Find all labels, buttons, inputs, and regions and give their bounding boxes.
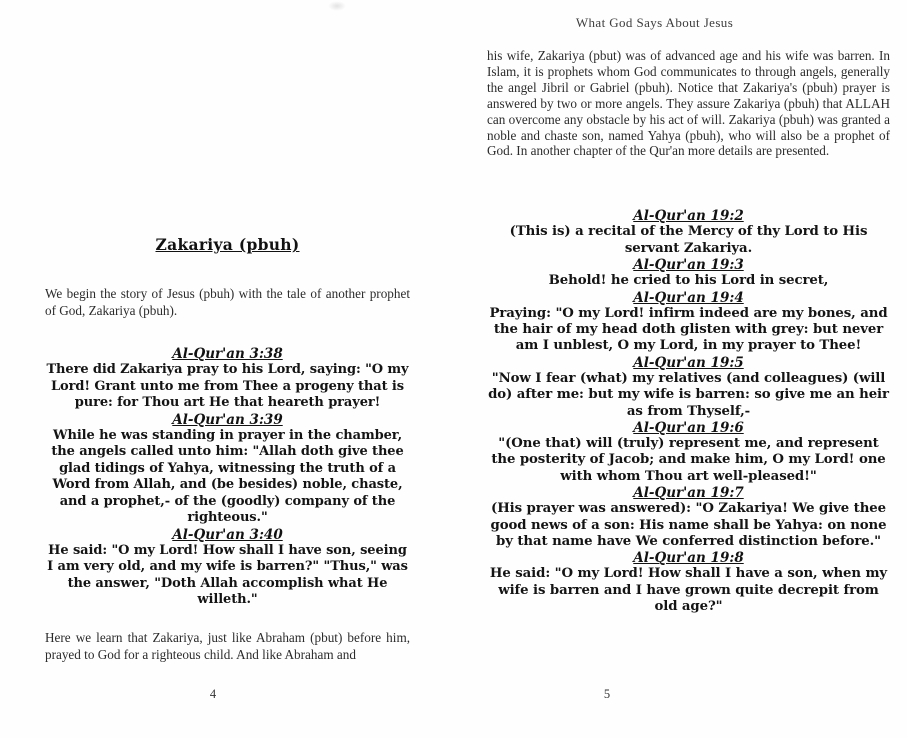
verse-text: (His prayer was answered): "O Zakariya! We give thee good news of a son: His name shall be Yahya: on none by that name have We conferred distinction before." [490,501,887,550]
page-number-right: 5 [603,687,611,701]
verse-text: (This is) a recital of the Mercy of thy Lord to His servant Zakariya. [509,224,868,256]
verse-block [45,527,410,609]
verse-ref: Al-Qur'an 19:5 [633,354,744,371]
verse-block [487,550,890,615]
verse-ref: Al-Qur'an 19:8 [633,550,744,567]
section-heading: Zakariya (pbuh) [155,235,300,254]
running-header: What God Says About Jesus [575,15,734,30]
verse-ref: Al-Qur'an 3:40 [172,526,283,543]
verse-block [487,485,890,550]
verse-text: He said: "O my Lord! How shall I have son, seeing I am very old, and my wife is barren?" "Thus," was the answer, "Doth Allah accomplish what He willeth." [47,542,408,607]
verse-ref: Al-Qur'an 19:6 [633,420,744,436]
verse-block [487,355,890,420]
page-left [45,235,410,663]
opening-paragraph: his wife, Zakariya (pbut) was of advanced age and his wife was barren. In Islam, it is prophets whom God communicates to through angels, generally the angel Jibril or Gabriel (pbuh). Notice that Zakariya's (pbuh) prayer is answered by two or more angels. They assure Zakariya (pbuh) that ALLAH can overcome any obstacle by his act of will. Zakariya (pbuh) was granted a noble and chaste son, named Yahya (pbuh), who will also be a prophet of God. In another chapter of the Qur'an more details are presented. [487,48,890,159]
verse-ref: Al-Qur'an 19:7 [633,485,744,502]
verse-ref: Al-Qur'an 3:39 [172,411,283,428]
verse-block [45,412,410,527]
verse-block [487,257,890,289]
verse-ref: Al-Qur'an 19:3 [633,257,744,274]
closing-paragraph: Here we learn that Zakariya, just like Abraham (pbut) before him, prayed to God for a righteous child. And like Abraham and [45,629,410,662]
scan-artifact [328,1,346,11]
page-right [487,0,890,616]
verse-block [487,208,890,257]
verse-ref: Al-Qur'an 19:2 [633,208,744,225]
verse-list-left [45,346,410,609]
page-number-left: 4 [209,687,217,701]
intro-paragraph: We begin the story of Jesus (pbuh) with the tale of another prophet of God, Zakariya (pbuh). [45,286,410,318]
verse-text: While he was standing in prayer in the chamber, the angels called unto him: "Allah doth give thee glad tidings of Yahya, witnessing the truth of a Word from Allah, and (be besides) noble, chaste, and a prophet,- of the (goodly) company of the righteous." [51,427,404,525]
verse-text: There did Zakariya pray to his Lord, saying: "O my Lord! Grant unto me from Thee a progeny that is pure: for Thou art He that heareth prayer! [46,362,409,410]
verse-block [487,290,890,355]
verse-ref: Al-Qur'an 19:4 [633,289,744,306]
verse-text: Behold! he cried to his Lord in secret, [548,273,829,289]
verse-text: "Now I fear (what) my relatives (and colleagues) (will do) after me: but my wife is barren: so give me an heir as from Thyself,- [488,370,889,419]
verse-ref: Al-Qur'an 3:38 [172,346,283,362]
verse-block [45,346,410,412]
verse-text: "(One that) will (truly) represent me, and represent the posterity of Jacob; and make him, O my Lord! one with whom Thou art well-pleased!" [491,436,886,484]
verse-text: He said: "O my Lord! How shall I have a son, when my wife is barren and I have grown quite decrepit from old age?" [489,566,888,615]
verse-block [487,420,890,485]
verse-text: Praying: "O my Lord! infirm indeed are my bones, and the hair of my head doth glisten with grey: but never am I unblest, O my Lord, in my prayer to Thee! [489,305,888,354]
verse-list-right [487,208,890,615]
